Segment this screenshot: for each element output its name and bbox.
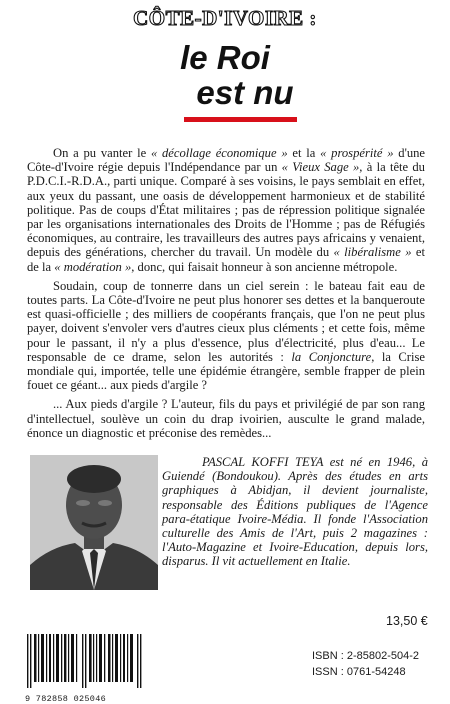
text-run: , donc, qui faisait honneur à son ancienne métropole.	[131, 259, 398, 274]
text-run: , à la tête du P.D.C.I.-R.D.A., parti unique. Comparé à ses voisins, le pays semblait en effet, aux yeux du passant, une oasis de développement harmonieux et de stabilité politique. Pas de coups d'État militaires ; pas de répression politique signalée par les organisations internationales des Droits de l'Homme ; pas de Réfugiés économiques, au contraire, les travailleurs des autres pays africains y venaient, depuis des générations, chercher du travail. Un modèle du	[27, 160, 425, 260]
text-run-italic: « Vieux Sage »	[281, 160, 360, 175]
title-line-2: est nu	[196, 74, 294, 111]
title-line-1: le Roi	[180, 39, 270, 76]
blurb-paragraph-2	[27, 279, 425, 393]
text-run: et de la	[27, 245, 425, 274]
text-run-italic: la Conjoncture	[291, 349, 372, 364]
author-photo	[30, 455, 158, 590]
text-run-italic: « modération »	[54, 259, 132, 274]
book-title	[0, 40, 450, 110]
author-bio-text: PASCAL KOFFI TEYA est né en 1946, à Guiendé (Bondoukou). Après des études en arts graphiques à Abidjan, il devient journaliste, responsable des Éditions publiques de l'Agence para-étatique Ivoire-Média. Il fonde l'Association culturelle des Amis de l'Art, puis 2 magazines : l'Auto-Magazine et Ivoire-Education, depuis lors, disparus. Il vit actuellement en Italie.	[162, 455, 428, 569]
red-rule	[184, 117, 297, 122]
blurb-paragraph-1	[27, 146, 425, 274]
barcode-number: 9 782858 025046	[25, 694, 107, 704]
price: 13,50 €	[386, 614, 428, 628]
barcode	[25, 634, 143, 688]
blurb-paragraph-3: ... Aux pieds d'argile ? L'auteur, fils du pays et privilégié de par son rang d'intellectuel, soulève un coin du drap ivoirien, ausculte le grand malade, énonce un diagnostic et préconise des remèdes...	[27, 397, 425, 440]
kicker-title: CÔTE-D'IVOIRE :	[133, 6, 317, 30]
text-run-italic: « prospérité »	[320, 146, 394, 160]
text-run: , la Crise mondiale qui, importée, telle une épidémie étrangère, semble frapper de plein fouet ce géant... aux pieds d'argile ?	[27, 349, 425, 393]
text-run-italic: « décollage économique »	[150, 146, 288, 160]
text-run: On a pu vanter le	[53, 146, 151, 160]
text-run-italic: « libéralisme »	[333, 245, 412, 260]
text-run: et la	[287, 146, 321, 160]
isbn: ISBN : 2-85802-504-2	[312, 650, 420, 662]
text-run: d'une Côte-d'Ivoire régie depuis l'Indépendance par un	[27, 146, 426, 175]
issn: ISSN : 0761-54248	[312, 666, 406, 678]
author-bio	[162, 455, 428, 569]
text-run: Soudain, coup de tonnerre dans un ciel serein : le bateau fait eau de toutes parts. La Côte-d'Ivoire ne peut plus honorer ses dettes et la banqueroute est quasi-officielle ; des milliers de coopérants français, que l'on ne peut plus payer, doivent s'envoler vers d'autres cieux plus cléments ; et cette fois, même pour le passant, il n'y a plus d'essence, plus d'électricité, plus d'eau... Le responsable de ce drame, selon les autorités :	[27, 278, 425, 364]
blurb	[27, 146, 425, 445]
